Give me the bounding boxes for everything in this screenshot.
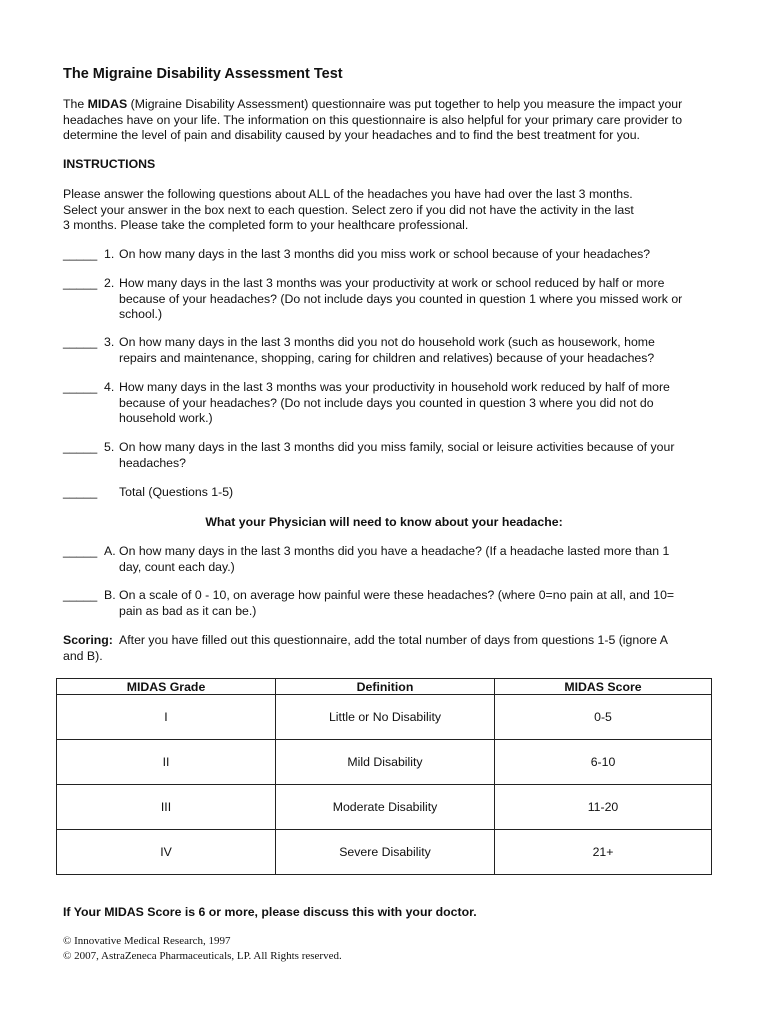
table-row (57, 695, 712, 740)
definition-cell: Mild Disability (276, 740, 495, 785)
question-line: repairs and maintenance, shopping, caring for children and relatives) because of your headaches? (119, 350, 655, 365)
answer-blank[interactable]: _____ (63, 440, 98, 454)
instructions-line-3: 3 months. Please take the completed form to your healthcare professional. (63, 218, 469, 232)
grade-cell: I (57, 695, 276, 740)
table-header-row (57, 679, 712, 695)
scoring-label: Scoring: (63, 633, 113, 647)
question-number: B. (104, 588, 116, 602)
question-text (119, 247, 723, 263)
grade-cell: III (57, 785, 276, 830)
score-cell: 0-5 (495, 695, 712, 740)
definition-cell: Little or No Disability (276, 695, 495, 740)
definition-cell: Severe Disability (276, 830, 495, 875)
question-line: school.) (119, 307, 163, 321)
question-4 (63, 380, 723, 427)
answer-blank[interactable]: _____ (63, 380, 98, 394)
doctor-advice: If Your MIDAS Score is 6 or more, please discuss this with your doctor. (63, 905, 477, 919)
answer-blank[interactable]: _____ (63, 588, 98, 602)
column-header: MIDAS Grade (57, 679, 276, 695)
question-line: headaches? (119, 455, 187, 470)
question-5 (63, 440, 723, 471)
intro-paragraph (63, 97, 723, 144)
question-number: 5. (104, 440, 115, 454)
score-cell: 6-10 (495, 740, 712, 785)
question-a (63, 544, 723, 575)
instructions-line-2: Select your answer in the box next to each question. Select zero if you did not have the activity in the last (63, 202, 634, 217)
intro-line-3: determine the level of pain and disability caused by your headaches and to find the best treatment for you. (63, 128, 640, 142)
physician-heading: What your Physician will need to know about your headache: (205, 515, 563, 529)
question-line: because of your headaches? (Do not include days you counted in question 1 where you missed work or (119, 291, 683, 306)
question-line: On how many days in the last 3 months did you have a headache? (If a headache lasted more than 1 (119, 544, 670, 558)
instructions-line-1: Please answer the following questions about ALL of the headaches you have had over the last 3 months. (63, 187, 633, 201)
midas-bold: MIDAS (87, 97, 128, 111)
question-2 (63, 276, 723, 323)
answer-blank[interactable]: _____ (63, 335, 98, 349)
table-row (57, 740, 712, 785)
question-number: 4. (104, 380, 115, 394)
intro-line-2: headaches have on your life. The information on this questionnaire is also helpful for your primary care provider to (63, 112, 683, 127)
question-line: pain as bad as it can be.) (119, 603, 257, 618)
intro-prefix: The (63, 97, 88, 111)
question-text (119, 276, 723, 323)
question-line: On how many days in the last 3 months did you not do household work (such as housework, home (119, 335, 655, 349)
definition-cell: Moderate Disability (276, 785, 495, 830)
instructions-heading: INSTRUCTIONS (63, 157, 156, 171)
answer-blank[interactable]: _____ (63, 276, 98, 290)
question-text (119, 588, 723, 619)
answer-blank[interactable]: _____ (63, 544, 98, 558)
instructions-paragraph (63, 187, 723, 234)
column-header: MIDAS Score (495, 679, 712, 695)
question-line: day, count each day.) (119, 559, 235, 574)
score-cell: 21+ (495, 830, 712, 875)
table-row (57, 785, 712, 830)
total-label: Total (Questions 1-5) (119, 485, 234, 499)
question-text (119, 440, 723, 471)
midas-grade-table (56, 678, 712, 875)
scoring-paragraph (63, 633, 723, 664)
question-text (119, 380, 723, 427)
question-line: How many days in the last 3 months was your productivity at work or school reduced by half or more (119, 276, 665, 290)
grade-cell: IV (57, 830, 276, 875)
question-number: 2. (104, 276, 115, 290)
question-number: 1. (104, 247, 115, 261)
question-line: On how many days in the last 3 months did you miss family, social or leisure activities because of your (119, 440, 675, 454)
score-cell: 11-20 (495, 785, 712, 830)
question-number: 3. (104, 335, 115, 349)
question-line: On a scale of 0 - 10, on average how painful were these headaches? (where 0=no pain at all, and 10= (119, 588, 675, 602)
scoring-line-1: After you have filled out this questionnaire, add the total number of days from questions 1-5 (ignore A (112, 633, 668, 647)
total-row (63, 485, 723, 501)
total-blank[interactable]: _____ (63, 485, 98, 499)
question-b (63, 588, 723, 619)
question-line: On how many days in the last 3 months did you miss work or school because of your headaches? (119, 247, 651, 261)
column-header: Definition (276, 679, 495, 695)
grade-cell: II (57, 740, 276, 785)
question-line: How many days in the last 3 months was your productivity in household work reduced by half of more (119, 380, 670, 394)
copyright-line-2: © 2007, AstraZeneca Pharmaceuticals, LP. All Rights reserved. (63, 950, 342, 962)
scoring-line-2: and B). (63, 648, 103, 663)
answer-blank[interactable]: _____ (63, 247, 98, 261)
question-1 (63, 247, 723, 263)
question-line: because of your headaches? (Do not include days you counted in question 3 where you did not do (119, 395, 654, 410)
page-title: The Migraine Disability Assessment Test (63, 66, 343, 82)
copyright-line-1: © Innovative Medical Research, 1997 (63, 935, 231, 947)
question-3 (63, 335, 723, 366)
question-line: household work.) (119, 411, 213, 425)
question-number: A. (104, 544, 116, 558)
intro-line-1: (Migraine Disability Assessment) questionnaire was put together to help you measure the impact your (127, 97, 683, 111)
question-text (119, 335, 723, 366)
question-text (119, 544, 723, 575)
table-row (57, 830, 712, 875)
